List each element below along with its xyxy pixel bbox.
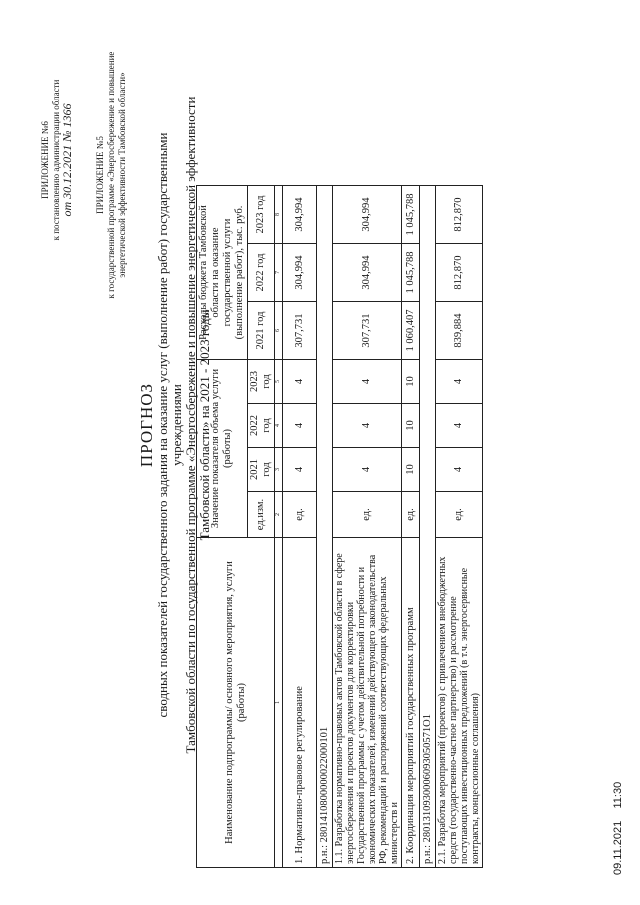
program-header [95,15,128,335]
row-value-2022: 4 [283,404,317,448]
year-2022-header: 2022 год [248,404,275,448]
year-2021-header: 2021 год [248,448,275,492]
table-row [317,186,333,868]
appendix2-title: ПРИЛОЖЕНИЕ №5 [95,136,105,214]
row-budget-2022: 304,994 [283,244,317,302]
table-row [436,186,483,868]
row-budget-2021: 307,731 [283,302,317,360]
row-budget-2023: 1 045,788 [402,186,420,244]
row-value-2022: 10 [402,404,420,448]
row-name: 1.1. Разработка нормативно-правовых актов Тамбовской области в сфере энергосбережения и проектов документов для корректировки Государственной программы с учетом действительной потребности и экономических показателей, изменений действующего законодательства РФ, рекомендаций и распоряжений соответствующих федеральных министерств и [333,538,402,868]
table-row [402,186,420,868]
row-name: 2.1. Разработка мероприятий (проектов) с привлечением внебюджетных средств (государственно-частное партнерство) и рассмотрение поступающих инвестиционных предложений (в т.ч. энергосервисные контракты, концессионные соглашения) [436,538,483,868]
row-budget-2023: 304,994 [333,186,402,244]
appendix-header [40,45,73,275]
row-value-2021: 4 [436,448,483,492]
row-value-2023: 10 [402,360,420,404]
row-budget-2022: 304,994 [333,244,402,302]
year-2023-header: 2023 год [248,360,275,404]
forecast-table [196,185,483,868]
budget-2023-header: 2023 год [248,186,275,244]
row-unit: ед. [402,492,420,538]
program-line2: энергетической эффективности Тамбовской области» [117,72,127,278]
row-unit: ед. [283,492,317,538]
name-column-header: Наименование подпрограммы/ основного мероприятия, услуги (работы) [197,538,275,868]
indicator-group-header: Значение показателя объема услуги (работы) [197,360,248,538]
row-value-2022: 4 [436,404,483,448]
row-value-2023: 4 [436,360,483,404]
row-budget-2021: 839,884 [436,302,483,360]
column-numbers-row [275,186,283,868]
print-time: 11:30 [612,781,624,809]
title-main: ПРОГНОЗ [137,382,156,468]
row-value-2022: 4 [333,404,402,448]
col-number: 6 [275,302,283,360]
budget-group-header: Расходы бюджета Тамбовской области на оказание государственной услуги (выполнение работ), тыс. руб. [197,186,248,360]
registry-number: р.н.: 2801310930006093050571O1 [420,186,436,868]
table-row [420,186,436,868]
title-line2: Тамбовской области по государственной программе «Энергосбережение и повышение энергетической эффективности [183,96,198,754]
col-number: 8 [275,186,283,244]
registry-number: р.н.: 2801410800000022000101 [317,186,333,868]
unit-header: ед.изм. [248,492,275,538]
print-timestamp [612,782,624,875]
col-number: 1 [275,538,283,868]
title-line3: Тамбовской области» на 2021 - 2023 годы [197,309,212,541]
row-unit: ед. [436,492,483,538]
row-budget-2023: 812,870 [436,186,483,244]
row-value-2023: 4 [333,360,402,404]
header-row-1 [197,186,248,868]
col-number: 7 [275,244,283,302]
appendix-title: ПРИЛОЖЕНИЕ №6 [40,121,50,199]
table-row [333,186,402,868]
row-value-2023: 4 [283,360,317,404]
row-value-2021: 4 [333,448,402,492]
row-budget-2021: 307,731 [333,302,402,360]
resolution-handwriting: от 30.12.2021 № 1366 [60,103,74,217]
row-budget-2021: 1 060,407 [402,302,420,360]
row-value-2021: 4 [283,448,317,492]
col-number: 3 [275,448,283,492]
row-budget-2023: 304,994 [283,186,317,244]
program-line1: к государственной программе «Энергосбережение и повышение [106,51,116,299]
row-budget-2022: 812,870 [436,244,483,302]
resolution-reference: к постановлению администрации области [51,79,61,241]
print-date: 09.11.2021 [612,820,624,875]
title-line1: сводных показателей государственного задания на оказание услуг (выполнение работ) государственными учреждениями [155,132,184,718]
col-number: 2 [275,492,283,538]
row-budget-2022: 1 045,788 [402,244,420,302]
row-unit: ед. [333,492,402,538]
col-number: 5 [275,360,283,404]
row-name: 1. Нормативно-правовое регулирование [283,538,317,868]
budget-2021-header: 2021 год [248,302,275,360]
row-name: 2. Координация мероприятий государственных программ [402,538,420,868]
budget-2022-header: 2022 год [248,244,275,302]
table-row [283,186,317,868]
row-value-2021: 10 [402,448,420,492]
col-number: 4 [275,404,283,448]
